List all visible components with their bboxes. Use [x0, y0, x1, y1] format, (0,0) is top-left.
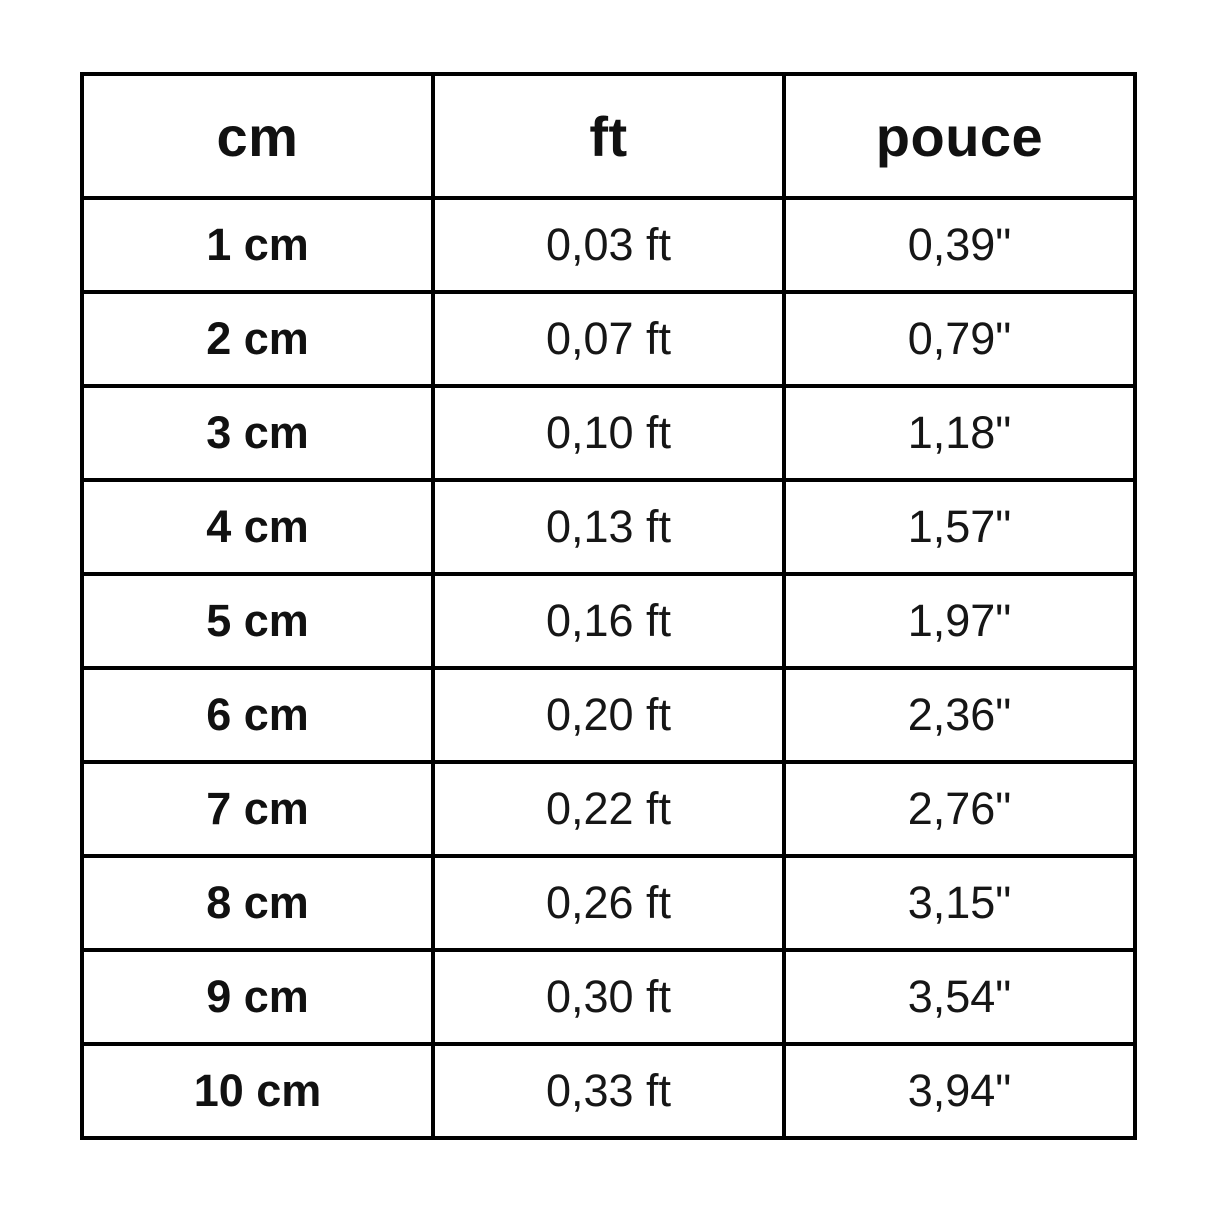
cell-ft: 0,30 ft — [433, 950, 784, 1044]
cell-pouce: 2,76" — [784, 762, 1135, 856]
cell-pouce: 2,36" — [784, 668, 1135, 762]
table-row — [82, 292, 1135, 386]
cell-ft: 0,16 ft — [433, 574, 784, 668]
cell-cm: 2 cm — [82, 292, 433, 386]
table-row — [82, 574, 1135, 668]
cell-ft: 0,26 ft — [433, 856, 784, 950]
cell-cm: 4 cm — [82, 480, 433, 574]
cell-cm: 10 cm — [82, 1044, 433, 1138]
col-header-pouce: pouce — [784, 74, 1135, 198]
cell-ft: 0,20 ft — [433, 668, 784, 762]
cell-pouce: 0,79" — [784, 292, 1135, 386]
table-body — [82, 198, 1135, 1138]
cell-cm: 9 cm — [82, 950, 433, 1044]
col-header-cm: cm — [82, 74, 433, 198]
cell-pouce: 3,54" — [784, 950, 1135, 1044]
cell-pouce: 0,39" — [784, 198, 1135, 292]
cell-cm: 5 cm — [82, 574, 433, 668]
header-row — [82, 74, 1135, 198]
cell-cm: 3 cm — [82, 386, 433, 480]
table-row — [82, 198, 1135, 292]
cell-cm: 6 cm — [82, 668, 433, 762]
table-row — [82, 762, 1135, 856]
cell-ft: 0,13 ft — [433, 480, 784, 574]
cell-pouce: 3,94" — [784, 1044, 1135, 1138]
conversion-table — [80, 72, 1137, 1140]
table-row — [82, 386, 1135, 480]
cell-cm: 7 cm — [82, 762, 433, 856]
cell-ft: 0,07 ft — [433, 292, 784, 386]
cell-ft: 0,33 ft — [433, 1044, 784, 1138]
cell-pouce: 1,18" — [784, 386, 1135, 480]
cell-ft: 0,22 ft — [433, 762, 784, 856]
table-row — [82, 668, 1135, 762]
col-header-ft: ft — [433, 74, 784, 198]
table-row — [82, 480, 1135, 574]
table-header — [82, 74, 1135, 198]
table-row — [82, 950, 1135, 1044]
cell-ft: 0,03 ft — [433, 198, 784, 292]
cell-ft: 0,10 ft — [433, 386, 784, 480]
table-row — [82, 856, 1135, 950]
cell-cm: 8 cm — [82, 856, 433, 950]
cell-pouce: 1,97" — [784, 574, 1135, 668]
table-row — [82, 1044, 1135, 1138]
cell-cm: 1 cm — [82, 198, 433, 292]
cell-pouce: 3,15" — [784, 856, 1135, 950]
cell-pouce: 1,57" — [784, 480, 1135, 574]
